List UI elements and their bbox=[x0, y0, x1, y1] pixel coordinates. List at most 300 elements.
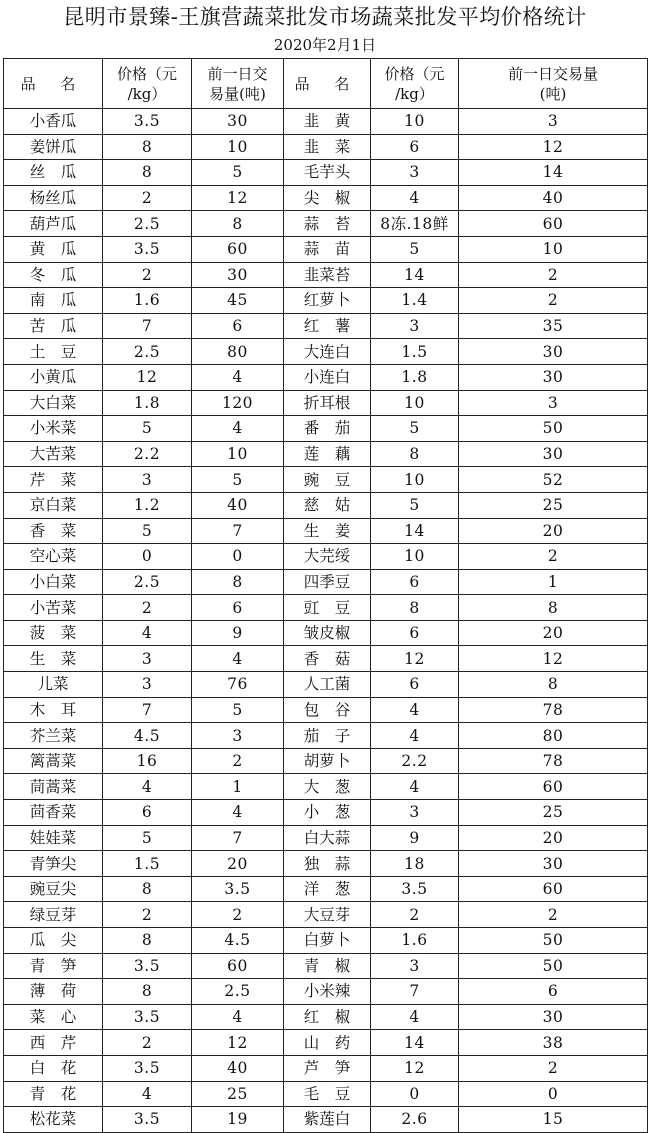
item-name: 小香瓜 bbox=[4, 109, 103, 135]
item-volume-2: 30 bbox=[459, 441, 648, 467]
item-name-2: 白萝卜 bbox=[284, 928, 371, 954]
item-volume: 3 bbox=[192, 723, 284, 749]
item-volume-2: 40 bbox=[459, 185, 648, 211]
table-row bbox=[4, 134, 648, 160]
item-name-2: 韭菜苔 bbox=[284, 262, 371, 288]
item-price: 3 bbox=[103, 467, 192, 493]
item-price: 1.2 bbox=[103, 492, 192, 518]
item-price: 16 bbox=[103, 748, 192, 774]
item-name: 豌豆尖 bbox=[4, 876, 103, 902]
table-row bbox=[4, 1055, 648, 1081]
item-volume-2: 38 bbox=[459, 1030, 648, 1056]
col-header-price-2-line2: /kg） bbox=[395, 84, 434, 103]
item-volume-2: 50 bbox=[459, 928, 648, 954]
col-header-volume-line2: 易量(吨) bbox=[209, 84, 266, 103]
item-name: 京白菜 bbox=[4, 492, 103, 518]
item-price: 2 bbox=[103, 595, 192, 621]
item-price-2: 14 bbox=[371, 518, 459, 544]
item-volume-2: 2 bbox=[459, 902, 648, 928]
item-name: 茼蒿菜 bbox=[4, 774, 103, 800]
item-volume: 10 bbox=[192, 441, 284, 467]
item-volume-2: 2 bbox=[459, 1055, 648, 1081]
item-price-2: 3.5 bbox=[371, 876, 459, 902]
item-price-2: 5 bbox=[371, 416, 459, 442]
table-row bbox=[4, 160, 648, 186]
item-name: 瓜 尖 bbox=[4, 928, 103, 954]
item-name: 芥兰菜 bbox=[4, 723, 103, 749]
item-name-2: 香 菇 bbox=[284, 646, 371, 672]
table-row bbox=[4, 185, 648, 211]
item-volume: 120 bbox=[192, 390, 284, 416]
item-price: 1.6 bbox=[103, 288, 192, 314]
table-row bbox=[4, 236, 648, 262]
item-name-2: 皱皮椒 bbox=[284, 620, 371, 646]
item-price: 5 bbox=[103, 825, 192, 851]
item-price: 6 bbox=[103, 800, 192, 826]
item-volume: 4 bbox=[192, 800, 284, 826]
item-price: 1.5 bbox=[103, 851, 192, 877]
table-row bbox=[4, 825, 648, 851]
item-price: 3.5 bbox=[103, 109, 192, 135]
item-volume-2: 60 bbox=[459, 876, 648, 902]
item-volume: 2 bbox=[192, 902, 284, 928]
item-price: 1.8 bbox=[103, 390, 192, 416]
item-name-2: 小 葱 bbox=[284, 800, 371, 826]
item-volume-2: 3 bbox=[459, 109, 648, 135]
item-name-2: 红 椒 bbox=[284, 1004, 371, 1030]
item-price: 3.5 bbox=[103, 1055, 192, 1081]
item-volume-2: 2 bbox=[459, 262, 648, 288]
table-row bbox=[4, 928, 648, 954]
item-volume-2: 60 bbox=[459, 774, 648, 800]
item-price: 8 bbox=[103, 979, 192, 1005]
item-price-2: 1.8 bbox=[371, 364, 459, 390]
table-row bbox=[4, 620, 648, 646]
item-name: 土 豆 bbox=[4, 339, 103, 365]
item-price-2: 7 bbox=[371, 979, 459, 1005]
item-volume-2: 35 bbox=[459, 313, 648, 339]
item-name: 姜饼瓜 bbox=[4, 134, 103, 160]
item-volume-2: 14 bbox=[459, 160, 648, 186]
item-price-2: 4 bbox=[371, 774, 459, 800]
table-row bbox=[4, 1107, 648, 1133]
item-name: 绿豆芽 bbox=[4, 902, 103, 928]
item-name-2: 大豆芽 bbox=[284, 902, 371, 928]
item-name: 白 花 bbox=[4, 1055, 103, 1081]
item-volume-2: 30 bbox=[459, 851, 648, 877]
item-name: 菠 菜 bbox=[4, 620, 103, 646]
item-price-2: 8 bbox=[371, 441, 459, 467]
item-price-2: 14 bbox=[371, 262, 459, 288]
table-row bbox=[4, 441, 648, 467]
item-volume-2: 52 bbox=[459, 467, 648, 493]
item-price: 3.5 bbox=[103, 236, 192, 262]
col-header-volume-2-line1: 前一日交易量 bbox=[507, 64, 598, 83]
item-name: 黄 瓜 bbox=[4, 236, 103, 262]
table-row bbox=[4, 672, 648, 698]
item-volume: 76 bbox=[192, 672, 284, 698]
item-name: 篱蒿菜 bbox=[4, 748, 103, 774]
item-name-2: 小连白 bbox=[284, 364, 371, 390]
item-name-2: 山 药 bbox=[284, 1030, 371, 1056]
item-name-2: 四季豆 bbox=[284, 569, 371, 595]
table-row bbox=[4, 288, 648, 314]
item-price-2: 4 bbox=[371, 1004, 459, 1030]
item-price-2: 12 bbox=[371, 1055, 459, 1081]
table-row bbox=[4, 364, 648, 390]
item-volume: 45 bbox=[192, 288, 284, 314]
item-price: 5 bbox=[103, 416, 192, 442]
table-row bbox=[4, 544, 648, 570]
item-name: 冬 瓜 bbox=[4, 262, 103, 288]
item-name-2: 慈 姑 bbox=[284, 492, 371, 518]
item-volume: 5 bbox=[192, 697, 284, 723]
item-volume-2: 50 bbox=[459, 953, 648, 979]
item-price-2: 5 bbox=[371, 492, 459, 518]
item-name-2: 韭 菜 bbox=[284, 134, 371, 160]
item-volume: 60 bbox=[192, 953, 284, 979]
item-price: 7 bbox=[103, 313, 192, 339]
table-row bbox=[4, 774, 648, 800]
item-volume-2: 12 bbox=[459, 646, 648, 672]
table-row bbox=[4, 595, 648, 621]
table-row bbox=[4, 339, 648, 365]
item-volume-2: 8 bbox=[459, 672, 648, 698]
item-price-2: 2 bbox=[371, 902, 459, 928]
item-volume: 6 bbox=[192, 595, 284, 621]
item-volume: 4 bbox=[192, 416, 284, 442]
item-name-2: 毛 豆 bbox=[284, 1081, 371, 1107]
item-volume-2: 25 bbox=[459, 492, 648, 518]
item-name-2: 青 椒 bbox=[284, 953, 371, 979]
item-name-2: 大连白 bbox=[284, 339, 371, 365]
col-header-name: 品 名 bbox=[4, 59, 103, 109]
table-row bbox=[4, 518, 648, 544]
item-name: 生 菜 bbox=[4, 646, 103, 672]
col-header-price-2-line1: 价格（元 bbox=[384, 64, 445, 83]
table-row bbox=[4, 492, 648, 518]
table-row bbox=[4, 416, 648, 442]
item-name-2: 豇 豆 bbox=[284, 595, 371, 621]
item-price-2: 8冻.18鲜 bbox=[371, 211, 459, 237]
item-price: 2 bbox=[103, 185, 192, 211]
item-volume: 80 bbox=[192, 339, 284, 365]
item-name-2: 包 谷 bbox=[284, 697, 371, 723]
item-name-2: 豌 豆 bbox=[284, 467, 371, 493]
item-name-2: 小米辣 bbox=[284, 979, 371, 1005]
item-price: 0 bbox=[103, 544, 192, 570]
item-name-2: 莲 藕 bbox=[284, 441, 371, 467]
item-price: 4 bbox=[103, 774, 192, 800]
item-volume: 5 bbox=[192, 467, 284, 493]
item-name-2: 折耳根 bbox=[284, 390, 371, 416]
item-name-2: 白大蒜 bbox=[284, 825, 371, 851]
item-volume-2: 78 bbox=[459, 697, 648, 723]
item-price-2: 3 bbox=[371, 800, 459, 826]
item-price: 3.5 bbox=[103, 953, 192, 979]
item-volume: 9 bbox=[192, 620, 284, 646]
item-price-2: 4 bbox=[371, 697, 459, 723]
item-volume: 12 bbox=[192, 1030, 284, 1056]
item-name: 香 菜 bbox=[4, 518, 103, 544]
item-volume: 7 bbox=[192, 518, 284, 544]
item-volume-2: 0 bbox=[459, 1081, 648, 1107]
item-volume: 8 bbox=[192, 569, 284, 595]
item-name: 茴香菜 bbox=[4, 800, 103, 826]
item-name-2: 红萝卜 bbox=[284, 288, 371, 314]
table-row bbox=[4, 262, 648, 288]
item-name: 丝 瓜 bbox=[4, 160, 103, 186]
item-price: 3.5 bbox=[103, 1107, 192, 1133]
col-header-volume-line1: 前一日交 bbox=[207, 64, 268, 83]
item-price: 4 bbox=[103, 620, 192, 646]
table-row bbox=[4, 979, 648, 1005]
item-name: 青笋尖 bbox=[4, 851, 103, 877]
item-price: 8 bbox=[103, 160, 192, 186]
item-name-2: 人工菌 bbox=[284, 672, 371, 698]
item-price-2: 2.6 bbox=[371, 1107, 459, 1133]
item-name: 小米菜 bbox=[4, 416, 103, 442]
item-name-2: 芦 笋 bbox=[284, 1055, 371, 1081]
item-price: 2 bbox=[103, 262, 192, 288]
item-volume-2: 2 bbox=[459, 288, 648, 314]
item-volume-2: 12 bbox=[459, 134, 648, 160]
item-price-2: 6 bbox=[371, 620, 459, 646]
item-price-2: 3 bbox=[371, 160, 459, 186]
table-row bbox=[4, 1004, 648, 1030]
item-price-2: 1.6 bbox=[371, 928, 459, 954]
item-volume: 0 bbox=[192, 544, 284, 570]
col-header-name-2: 品 名 bbox=[284, 59, 371, 109]
item-volume-2: 3 bbox=[459, 390, 648, 416]
item-name: 南 瓜 bbox=[4, 288, 103, 314]
item-volume-2: 1 bbox=[459, 569, 648, 595]
item-name-2: 紫莲白 bbox=[284, 1107, 371, 1133]
item-name-2: 蒜 苗 bbox=[284, 236, 371, 262]
item-volume: 40 bbox=[192, 492, 284, 518]
item-name-2: 大 葱 bbox=[284, 774, 371, 800]
table-row bbox=[4, 1030, 648, 1056]
item-price: 3 bbox=[103, 646, 192, 672]
document-title: 昆明市景臻-王旗营蔬菜批发市场蔬菜批发平均价格统计 bbox=[63, 5, 587, 29]
item-price-2: 18 bbox=[371, 851, 459, 877]
item-volume: 5 bbox=[192, 160, 284, 186]
item-price-2: 2.2 bbox=[371, 748, 459, 774]
item-price-2: 9 bbox=[371, 825, 459, 851]
item-price-2: 6 bbox=[371, 569, 459, 595]
item-volume-2: 20 bbox=[459, 825, 648, 851]
item-price-2: 10 bbox=[371, 544, 459, 570]
item-volume: 4.5 bbox=[192, 928, 284, 954]
item-volume: 19 bbox=[192, 1107, 284, 1133]
item-price-2: 12 bbox=[371, 646, 459, 672]
item-volume: 1 bbox=[192, 774, 284, 800]
table-row bbox=[4, 953, 648, 979]
item-volume-2: 78 bbox=[459, 748, 648, 774]
item-price-2: 3 bbox=[371, 953, 459, 979]
item-volume-2: 50 bbox=[459, 416, 648, 442]
item-price: 7 bbox=[103, 697, 192, 723]
item-name-2: 生 姜 bbox=[284, 518, 371, 544]
item-price-2: 10 bbox=[371, 390, 459, 416]
item-volume: 25 bbox=[192, 1081, 284, 1107]
item-price-2: 6 bbox=[371, 672, 459, 698]
table-row bbox=[4, 1081, 648, 1107]
item-volume-2: 15 bbox=[459, 1107, 648, 1133]
item-price-2: 3 bbox=[371, 313, 459, 339]
item-name-2: 茄 子 bbox=[284, 723, 371, 749]
item-name-2: 大芫绥 bbox=[284, 544, 371, 570]
report-date: 2020年2月1日 bbox=[273, 36, 377, 54]
item-name-2: 洋 葱 bbox=[284, 876, 371, 902]
item-price: 8 bbox=[103, 134, 192, 160]
item-name: 青 笋 bbox=[4, 953, 103, 979]
col-header-price-line1: 价格（元 bbox=[116, 64, 177, 83]
item-price: 3 bbox=[103, 672, 192, 698]
item-volume: 8 bbox=[192, 211, 284, 237]
item-price-2: 1.4 bbox=[371, 288, 459, 314]
item-price-2: 5 bbox=[371, 236, 459, 262]
item-name-2: 胡萝卜 bbox=[284, 748, 371, 774]
item-price-2: 0 bbox=[371, 1081, 459, 1107]
item-price: 12 bbox=[103, 364, 192, 390]
table-header bbox=[4, 59, 648, 109]
item-name-2: 尖 椒 bbox=[284, 185, 371, 211]
item-name: 青 花 bbox=[4, 1081, 103, 1107]
item-volume: 30 bbox=[192, 262, 284, 288]
table-body bbox=[4, 109, 648, 1133]
item-volume: 40 bbox=[192, 1055, 284, 1081]
item-volume-2: 30 bbox=[459, 339, 648, 365]
item-price-2: 10 bbox=[371, 467, 459, 493]
item-volume: 2.5 bbox=[192, 979, 284, 1005]
header-row bbox=[4, 59, 648, 109]
item-volume-2: 20 bbox=[459, 518, 648, 544]
item-volume: 12 bbox=[192, 185, 284, 211]
item-name-2: 蒜 苔 bbox=[284, 211, 371, 237]
item-volume: 4 bbox=[192, 364, 284, 390]
table-row bbox=[4, 646, 648, 672]
item-volume: 4 bbox=[192, 646, 284, 672]
table-row bbox=[4, 697, 648, 723]
item-price: 5 bbox=[103, 518, 192, 544]
table-row bbox=[4, 467, 648, 493]
item-volume: 7 bbox=[192, 825, 284, 851]
item-volume-2: 8 bbox=[459, 595, 648, 621]
item-name: 大苦菜 bbox=[4, 441, 103, 467]
item-name: 木 耳 bbox=[4, 697, 103, 723]
item-price-2: 4 bbox=[371, 185, 459, 211]
item-volume-2: 2 bbox=[459, 544, 648, 570]
item-price: 2 bbox=[103, 902, 192, 928]
col-header-price-2 bbox=[371, 59, 459, 109]
item-name: 娃娃菜 bbox=[4, 825, 103, 851]
item-volume-2: 10 bbox=[459, 236, 648, 262]
item-name: 小苦菜 bbox=[4, 595, 103, 621]
item-price: 3.5 bbox=[103, 1004, 192, 1030]
item-price: 2.5 bbox=[103, 211, 192, 237]
item-price-2: 14 bbox=[371, 1030, 459, 1056]
item-name: 空心菜 bbox=[4, 544, 103, 570]
item-price: 2 bbox=[103, 1030, 192, 1056]
item-name: 菜 心 bbox=[4, 1004, 103, 1030]
item-volume: 4 bbox=[192, 1004, 284, 1030]
item-volume: 6 bbox=[192, 313, 284, 339]
item-name: 儿菜 bbox=[4, 672, 103, 698]
item-name-2: 番 茄 bbox=[284, 416, 371, 442]
item-name: 杨丝瓜 bbox=[4, 185, 103, 211]
col-header-volume bbox=[192, 59, 284, 109]
item-price: 8 bbox=[103, 928, 192, 954]
item-volume: 20 bbox=[192, 851, 284, 877]
item-name: 大白菜 bbox=[4, 390, 103, 416]
item-volume-2: 60 bbox=[459, 211, 648, 237]
item-volume-2: 6 bbox=[459, 979, 648, 1005]
item-volume: 2 bbox=[192, 748, 284, 774]
item-name: 葫芦瓜 bbox=[4, 211, 103, 237]
item-name-2: 红 薯 bbox=[284, 313, 371, 339]
item-name: 小白菜 bbox=[4, 569, 103, 595]
table-row bbox=[4, 902, 648, 928]
item-price-2: 6 bbox=[371, 134, 459, 160]
table-row bbox=[4, 313, 648, 339]
item-name: 小黄瓜 bbox=[4, 364, 103, 390]
item-price-2: 1.5 bbox=[371, 339, 459, 365]
item-price: 8 bbox=[103, 876, 192, 902]
table-row bbox=[4, 211, 648, 237]
item-volume-2: 80 bbox=[459, 723, 648, 749]
item-name-2: 韭 黄 bbox=[284, 109, 371, 135]
col-header-price bbox=[103, 59, 192, 109]
item-volume: 3.5 bbox=[192, 876, 284, 902]
item-volume-2: 20 bbox=[459, 620, 648, 646]
table-row bbox=[4, 569, 648, 595]
col-header-price-line2: /kg） bbox=[127, 84, 167, 103]
item-price: 2.5 bbox=[103, 569, 192, 595]
item-volume-2: 30 bbox=[459, 364, 648, 390]
item-price-2: 10 bbox=[371, 109, 459, 135]
item-name: 芹 菜 bbox=[4, 467, 103, 493]
item-name: 松花菜 bbox=[4, 1107, 103, 1133]
item-name: 苦 瓜 bbox=[4, 313, 103, 339]
col-header-volume-2-line2: (吨) bbox=[539, 84, 567, 103]
item-price-2: 8 bbox=[371, 595, 459, 621]
item-price: 2.5 bbox=[103, 339, 192, 365]
table-row bbox=[4, 876, 648, 902]
table-row bbox=[4, 851, 648, 877]
table-row bbox=[4, 800, 648, 826]
item-price: 4.5 bbox=[103, 723, 192, 749]
table-row bbox=[4, 748, 648, 774]
item-name: 薄 荷 bbox=[4, 979, 103, 1005]
item-volume-2: 30 bbox=[459, 1004, 648, 1030]
col-header-volume-2 bbox=[459, 59, 648, 109]
item-volume-2: 25 bbox=[459, 800, 648, 826]
item-name: 西 芹 bbox=[4, 1030, 103, 1056]
item-price-2: 4 bbox=[371, 723, 459, 749]
table-row bbox=[4, 390, 648, 416]
item-price: 4 bbox=[103, 1081, 192, 1107]
item-name-2: 毛芋头 bbox=[284, 160, 371, 186]
item-volume: 60 bbox=[192, 236, 284, 262]
item-name-2: 独 蒜 bbox=[284, 851, 371, 877]
price-table bbox=[3, 58, 648, 1133]
table-row bbox=[4, 723, 648, 749]
item-price: 2.2 bbox=[103, 441, 192, 467]
table-row bbox=[4, 109, 648, 135]
item-volume: 30 bbox=[192, 109, 284, 135]
item-volume: 10 bbox=[192, 134, 284, 160]
